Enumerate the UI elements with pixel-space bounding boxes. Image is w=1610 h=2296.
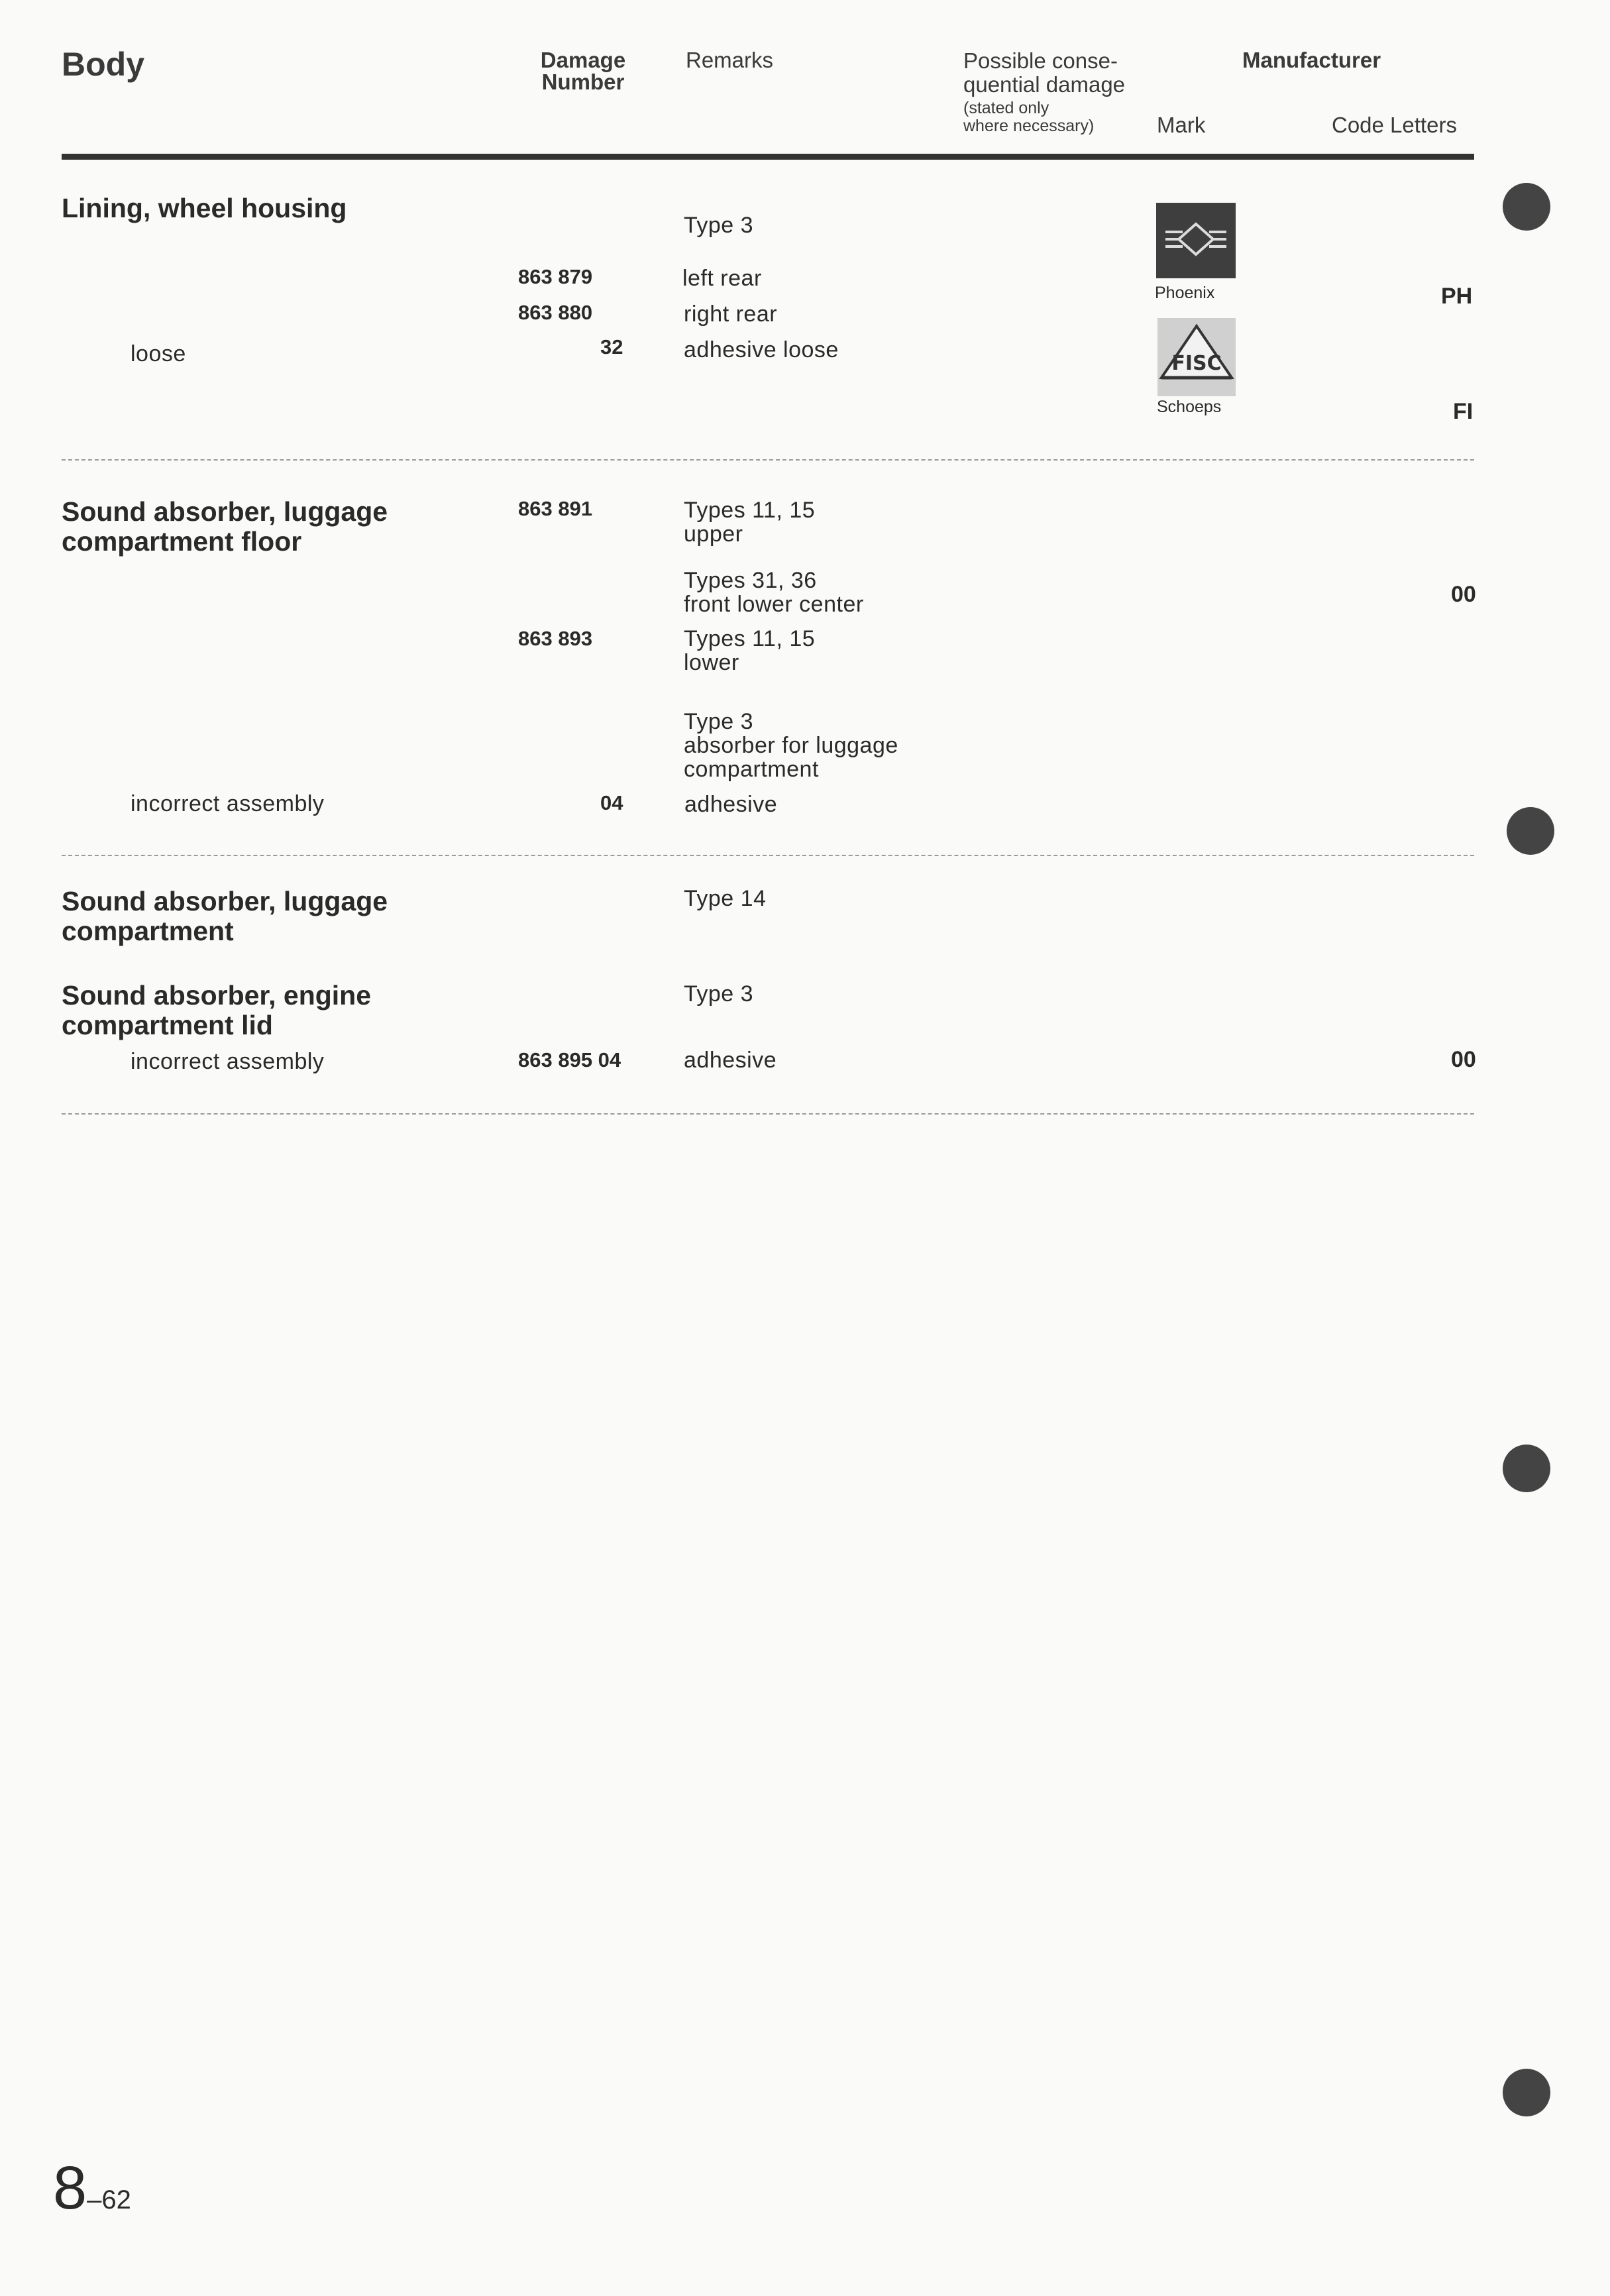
consequential-header-line1: Possible conse-: [963, 48, 1118, 73]
remark-line: Types 11, 15: [684, 498, 816, 523]
damage-number-header-line1: Damage: [540, 48, 626, 72]
code-letters-00: 00: [1451, 1047, 1476, 1072]
damage-number: 863 879: [518, 265, 593, 288]
remark: [684, 627, 815, 675]
header-rule: [62, 154, 1474, 160]
mark-header: Mark: [1157, 113, 1206, 137]
section3-title-line2: compartment: [62, 916, 234, 946]
binder-hole-icon: [1503, 183, 1550, 231]
section1-type: Type 3: [684, 213, 754, 238]
damage-number-header: [527, 49, 639, 93]
remark-line: Type 3: [684, 709, 754, 734]
remark-line: front lower center: [684, 592, 864, 617]
fault-number: 863 895 04: [518, 1048, 621, 1071]
damage-number-header-line2: Number: [541, 70, 625, 94]
section4-title-line1: Sound absorber, engine: [62, 980, 372, 1011]
section-title-engine-lid: [62, 981, 371, 1040]
remark: [684, 498, 815, 546]
binder-hole-icon: [1507, 807, 1554, 855]
remark-line: Types 31, 36: [684, 568, 817, 593]
section3-title-line1: Sound absorber, luggage: [62, 886, 388, 916]
svg-text:FISC: FISC: [1171, 352, 1222, 375]
fault-remark: adhesive: [684, 1048, 777, 1073]
damage-number: 863 893: [518, 627, 593, 650]
page-title: Body: [62, 46, 144, 83]
page-number-minor: –62: [87, 2185, 131, 2214]
damage-number: 863 891: [518, 497, 593, 520]
remark-line: absorber for luggage: [684, 733, 898, 758]
section-title-lining: Lining, wheel housing: [62, 193, 347, 223]
code-letters-00: 00: [1451, 582, 1476, 607]
remark-line: lower: [684, 650, 739, 675]
section4-type: Type 3: [684, 981, 754, 1007]
binder-hole-icon: [1503, 1445, 1550, 1492]
section3-type: Type 14: [684, 886, 767, 911]
page-number-major: 8: [53, 2154, 87, 2222]
code-letters-header: Code Letters: [1332, 113, 1457, 137]
remark: right rear: [684, 301, 778, 327]
fault-description: incorrect assembly: [131, 1049, 325, 1074]
consequential-header-line2: quential damage: [963, 72, 1126, 97]
remark-line: upper: [684, 521, 743, 547]
section-divider: [62, 1113, 1474, 1115]
section2-title-line2: compartment floor: [62, 526, 302, 557]
schoeps-logo-icon: [1157, 318, 1236, 396]
damage-number: 863 880: [518, 301, 593, 324]
fault-description: loose: [131, 341, 186, 366]
section4-title-line2: compartment lid: [62, 1010, 273, 1040]
manufacturer-header: Manufacturer: [1242, 48, 1381, 72]
section-title-luggage-floor: [62, 497, 388, 557]
remark-line: compartment: [684, 757, 819, 782]
fault-remark: adhesive loose: [684, 337, 839, 362]
remark: left rear: [682, 266, 762, 291]
schoeps-mark-name: Schoeps: [1157, 398, 1222, 416]
remarks-header: Remarks: [686, 48, 774, 72]
page-number: [53, 2154, 131, 2223]
code-letters-ph: PH: [1441, 284, 1473, 309]
remark-line: Types 11, 15: [684, 626, 816, 651]
phoenix-logo-icon: [1156, 203, 1236, 278]
fault-number: 04: [600, 791, 623, 814]
code-letters-fi: FI: [1453, 399, 1474, 424]
binder-hole-icon: [1503, 2069, 1550, 2116]
stated-note-line1: (stated only: [963, 99, 1049, 117]
remark: [684, 710, 898, 781]
fault-number: 32: [600, 335, 623, 358]
section2-title-line1: Sound absorber, luggage: [62, 496, 388, 527]
phoenix-mark-name: Phoenix: [1155, 284, 1215, 302]
section-divider: [62, 459, 1474, 461]
stated-note-line2: where necessary): [963, 117, 1095, 135]
fault-description: incorrect assembly: [131, 791, 325, 816]
fault-remark: adhesive: [684, 792, 778, 817]
consequential-damage-header: [963, 49, 1125, 135]
section-title-luggage-compartment: [62, 887, 388, 946]
section-divider: [62, 855, 1474, 856]
remark: [684, 569, 864, 616]
